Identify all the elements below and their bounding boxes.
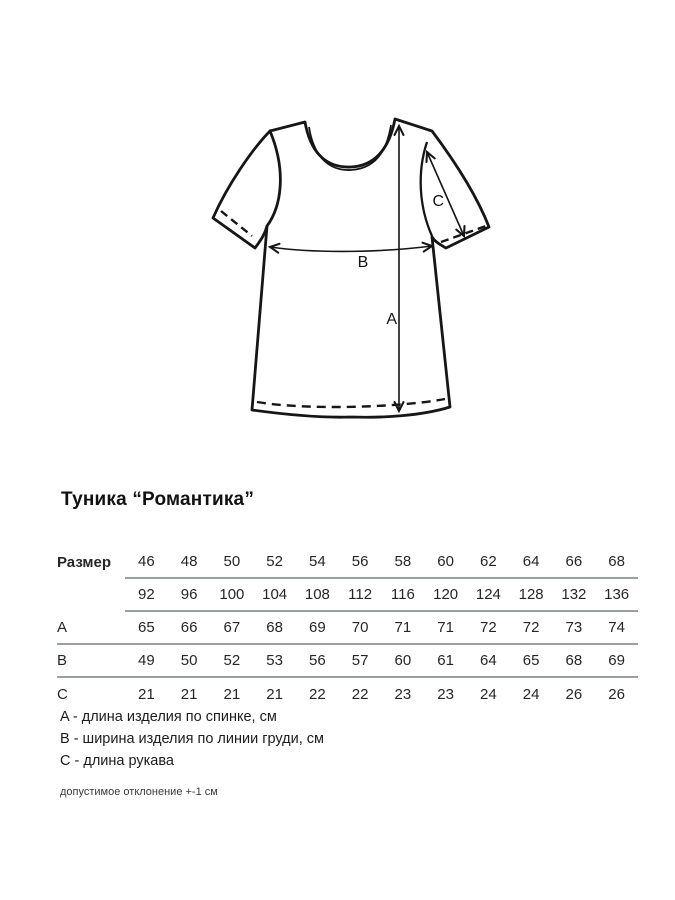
table-cell: 68 — [608, 553, 625, 570]
product-title: Туника “Романтика” — [61, 489, 255, 510]
table-cell: 70 — [351, 619, 369, 636]
table-cell: 69 — [309, 619, 326, 636]
table-cell: 21 — [180, 686, 198, 703]
table-cell: 60 — [394, 652, 412, 669]
table-cell: 48 — [180, 553, 198, 570]
table-cell: 26 — [608, 686, 625, 703]
table-cell: 120 — [433, 586, 459, 603]
table-cell: 60 — [437, 553, 454, 570]
table-cell: 108 — [304, 586, 330, 603]
table-cell: 73 — [565, 619, 583, 636]
table-cell: 21 — [223, 686, 241, 703]
table-cell: 71 — [437, 619, 454, 636]
row-values-a — [125, 612, 638, 643]
left-sleeve-outline — [213, 130, 271, 248]
table-cell: 68 — [266, 619, 283, 636]
table-cell: 21 — [266, 686, 283, 703]
legend — [60, 706, 324, 772]
legend-item-a: A - длина изделия по спинке, см — [60, 709, 277, 725]
table-cell: 65 — [138, 619, 155, 636]
right-armhole-seam — [421, 142, 432, 236]
table-cell: 64 — [480, 652, 497, 669]
table-cell: 92 — [138, 586, 155, 603]
table-cell: 65 — [522, 652, 540, 669]
legend-item-b: B - ширина изделия по линии груди, см — [60, 731, 325, 747]
table-cell: 50 — [180, 652, 198, 669]
width-arrow-B — [270, 246, 432, 251]
bottom-hem-dashed — [257, 399, 445, 407]
table-cell: 104 — [262, 586, 288, 603]
table-cell: 58 — [394, 553, 412, 570]
length-arrow-label: A — [386, 311, 397, 328]
width-arrow-label: B — [357, 254, 369, 271]
table-cell: 68 — [565, 652, 583, 669]
table-cell: 24 — [522, 686, 540, 703]
row-label-b: B — [57, 652, 68, 669]
table-cell: 67 — [223, 619, 241, 636]
table-cell: 96 — [180, 586, 198, 603]
row-values-size — [125, 546, 638, 579]
table-cell: 54 — [309, 553, 326, 570]
table-cell: 22 — [351, 686, 369, 703]
table-cell: 26 — [565, 686, 583, 703]
table-cell: 66 — [565, 553, 583, 570]
table-row-size — [57, 546, 638, 579]
table-row-chest — [57, 579, 638, 612]
table-cell: 50 — [223, 553, 241, 570]
table-cell: 74 — [608, 619, 625, 636]
row-label-size: Размер — [57, 554, 112, 571]
table-row-a — [57, 612, 638, 645]
table-cell: 22 — [309, 686, 326, 703]
legend-item-c: C - длина рукава — [60, 753, 174, 769]
table-cell: 57 — [351, 652, 369, 669]
table-cell: 69 — [608, 652, 625, 669]
table-cell: 49 — [138, 652, 155, 669]
neckline-inner-line — [309, 125, 391, 170]
table-cell: 24 — [480, 686, 497, 703]
table-cell: 53 — [266, 652, 283, 669]
table-cell: 132 — [561, 586, 587, 603]
table-cell: 64 — [522, 553, 540, 570]
table-cell: 66 — [180, 619, 198, 636]
row-label-c: C — [57, 686, 68, 703]
table-cell: 46 — [138, 553, 155, 570]
table-cell: 21 — [138, 686, 155, 703]
table-cell: 52 — [223, 652, 241, 669]
table-cell: 61 — [437, 652, 454, 669]
sleeve-arrow-label: C — [432, 193, 444, 210]
table-cell: 72 — [480, 619, 497, 636]
table-cell: 56 — [309, 652, 326, 669]
table-cell: 72 — [522, 619, 540, 636]
row-values-chest — [125, 579, 638, 612]
table-cell: 136 — [604, 586, 630, 603]
table-cell: 124 — [475, 586, 501, 603]
table-cell: 23 — [437, 686, 454, 703]
table-cell: 116 — [390, 586, 415, 603]
size-table — [57, 546, 638, 711]
row-values-b — [125, 645, 638, 676]
table-cell: 62 — [480, 553, 497, 570]
tolerance-note: допустимое отклонение +-1 см — [60, 786, 218, 798]
table-cell: 23 — [394, 686, 412, 703]
table-cell: 56 — [351, 553, 369, 570]
left-sleeve-hem-dashed — [221, 211, 252, 236]
table-row-b — [57, 645, 638, 678]
table-cell: 71 — [394, 619, 412, 636]
table-cell: 112 — [348, 586, 373, 603]
table-cell: 52 — [266, 553, 283, 570]
row-label-a: A — [57, 619, 68, 636]
table-cell: 100 — [219, 586, 245, 603]
table-cell: 128 — [518, 586, 544, 603]
